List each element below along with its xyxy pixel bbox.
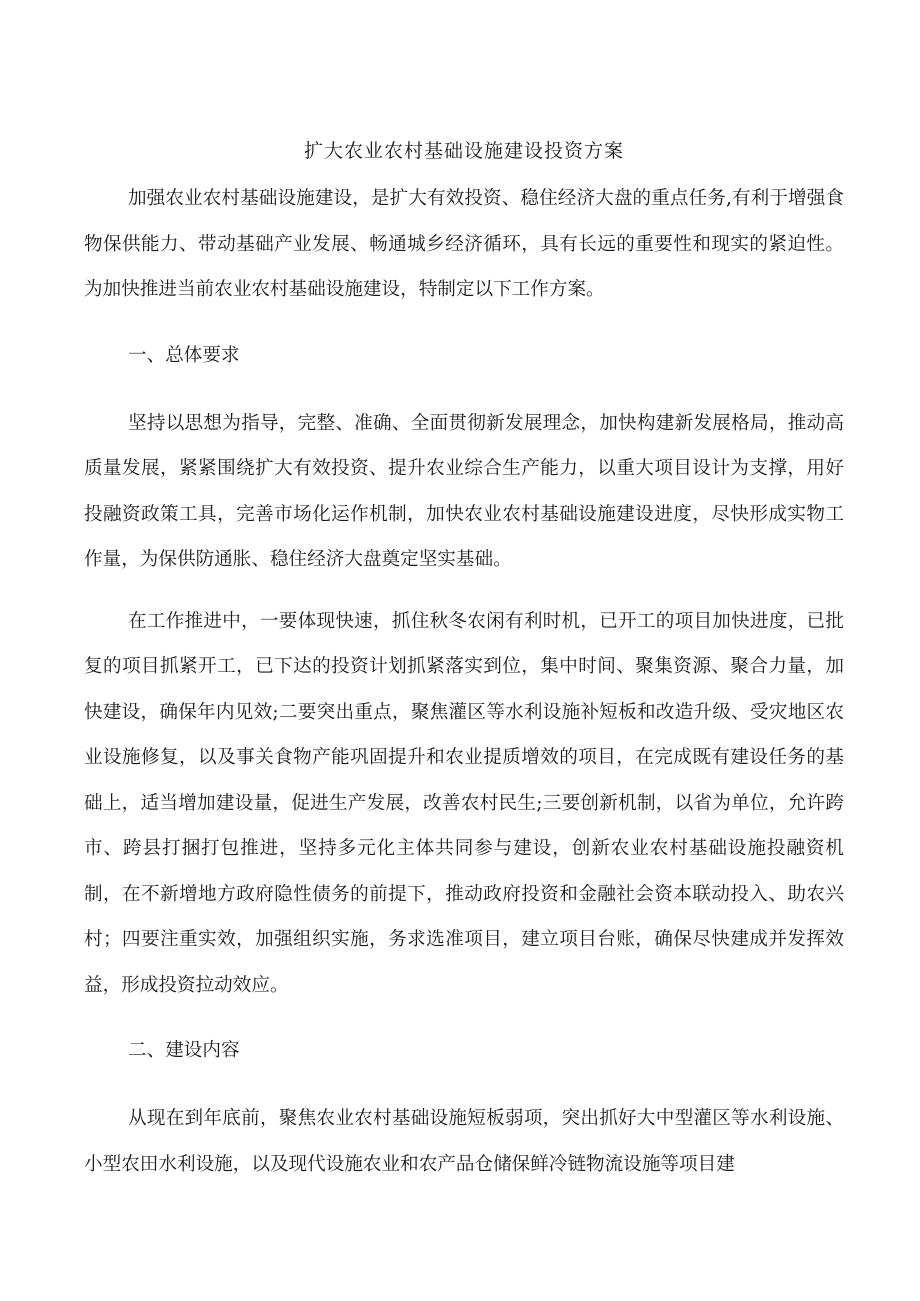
intro-paragraph: 加强农业农村基础设施建设，是扩大有效投资、稳住经济大盘的重点任务,有利于增强食物保供能力、带动基础产业发展、畅通城乡经济循环，具有长远的重要性和现实的紧迫性。为加快推进当前农业农村基础设施建设，特制定以下工作方案。 <box>84 188 844 300</box>
construction-content-paragraph: 从现在到年底前，聚焦农业农村基础设施短板弱项，突出抓好大中型灌区等水利设施、小型农田水利设施，以及现代设施农业和农产品仓储保鲜冷链物流设施等项目建 <box>84 1108 844 1175</box>
work-progress-paragraph: 在工作推进中，一要体现快速，抓住秋冬农闲有利时机，已开工的项目加快进度，已批复的项目抓紧开工，已下达的投资计划抓紧落实到位，集中时间、聚集资源、聚合力量，加快建设，确保年内见效;二要突出重点，聚焦灌区等水利设施补短板和改造升级、受灾地区农业设施修复，以及事关食物产能巩固提升和农业提质增效的项目，在完成既有建设任务的基础上，适当增加建设量，促进生产发展，改善农村民生;三要创新机制，以省为单位，允许跨市、跨县打捆打包推进，坚持多元化主体共同参与建设，创新农业农村基础设施投融资机制，在不新增地方政府隐性债务的前提下，推动政府投资和金融社会资本联动投入、助农兴村；四要注重实效，加强组织实施，务求选准项目，建立项目台账，确保尽快建成并发挥效益，形成投资拉动效应。 <box>84 610 844 996</box>
spacer <box>84 1008 844 1024</box>
section-heading-general-requirements: 一、总体要求 <box>128 344 240 366</box>
document-title: 扩大农业农村基础设施建设投资方案 <box>303 140 624 162</box>
spacer <box>84 583 844 599</box>
section-heading-construction-content: 二、建设内容 <box>128 1040 240 1061</box>
general-requirements-paragraph: 坚持以思想为指导，完整、准确、全面贯彻新发展理念，加快构建新发展格局，推动高质量发展，紧紧围绕扩大有效投资、提升农业综合生产能力，以重大项目设计为支撑，用好投融资政策工具，完善市场化运作机制，加快农业农村基础设施建设进度，尽快形成实物工作量，为保供防通胀、稳住经济大盘奠定坚实基础。 <box>84 412 844 570</box>
spacer <box>84 313 844 329</box>
document-body <box>84 126 844 1187</box>
